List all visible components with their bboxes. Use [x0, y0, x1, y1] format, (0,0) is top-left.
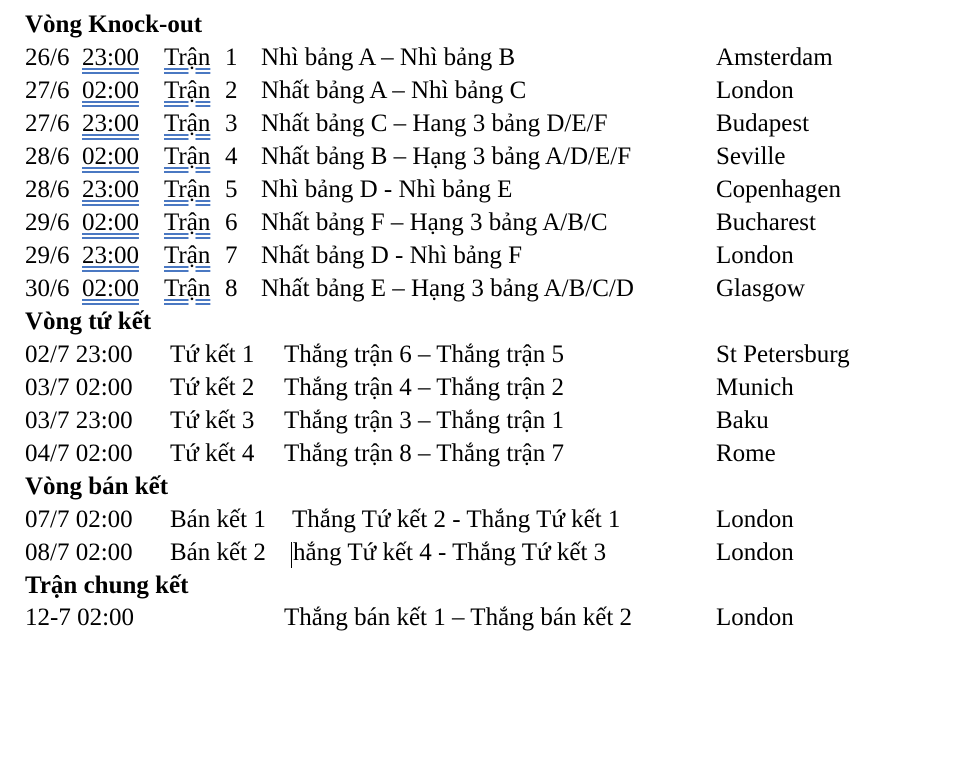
match-time: 02:00 [82, 77, 139, 104]
match-teams: Nhất bảng B – Hạng 3 bảng A/D/E/F [261, 143, 632, 170]
match-datetime: 08/7 02:00 [25, 539, 133, 566]
match-time: 23:00 [82, 242, 139, 269]
match-venue: London [716, 77, 794, 104]
match-venue: Budapest [716, 110, 810, 137]
section-heading-final: Trận chung kết [25, 572, 189, 599]
match-datetime: 03/7 23:00 [25, 407, 133, 434]
match-teams: Nhất bảng C – Hang 3 bảng D/E/F [261, 110, 608, 137]
match-teams: Thắng Tứ kết 2 - Thắng Tứ kết 1 [292, 506, 621, 533]
table-row [25, 503, 965, 536]
table-row [25, 74, 965, 107]
match-venue: London [716, 539, 794, 566]
text-cursor [291, 542, 292, 568]
match-date: 29/6 [25, 242, 70, 269]
match-time: 02:00 [82, 275, 139, 302]
match-number: 4 [225, 143, 238, 170]
match-venue: London [716, 242, 794, 269]
match-round: Bán kết 2 [170, 539, 266, 566]
match-teams: Thắng trận 6 – Thắng trận 5 [284, 341, 565, 368]
match-time: 02:00 [82, 209, 139, 236]
match-number: 8 [225, 275, 238, 302]
match-teams: Nhất bảng E – Hạng 3 bảng A/B/C/D [261, 275, 634, 302]
match-teams: Thắng bán kết 1 – Thắng bán kết 2 [284, 604, 633, 631]
match-venue: St Petersburg [716, 341, 850, 368]
match-label: Trận [164, 77, 211, 104]
match-date: 27/6 [25, 110, 70, 137]
match-datetime: 04/7 02:00 [25, 440, 133, 467]
section-heading-quarter: Vòng tứ kết [25, 308, 152, 335]
match-number: 7 [225, 242, 238, 269]
table-row [25, 206, 965, 239]
match-round: Bán kết 1 [170, 506, 266, 533]
match-teams: Nhất bảng D - Nhì bảng F [261, 242, 523, 269]
match-round: Tứ kết 4 [170, 440, 255, 467]
match-datetime: 07/7 02:00 [25, 506, 133, 533]
match-venue: London [716, 506, 794, 533]
match-date: 30/6 [25, 275, 70, 302]
table-row [25, 338, 965, 371]
match-teams: Thắng trận 3 – Thắng trận 1 [284, 407, 565, 434]
match-teams: Nhì bảng A – Nhì bảng B [261, 44, 516, 71]
match-label: Trận [164, 176, 211, 203]
match-label: Trận [164, 143, 211, 170]
match-venue: Copenhagen [716, 176, 841, 203]
match-teams: Nhất bảng F – Hạng 3 bảng A/B/C [261, 209, 608, 236]
match-number: 1 [225, 44, 238, 71]
table-row [25, 437, 965, 470]
table-row [25, 371, 965, 404]
match-date: 27/6 [25, 77, 70, 104]
match-venue: Rome [716, 440, 776, 467]
table-row [25, 173, 965, 206]
table-row [25, 140, 965, 173]
section-heading-semi: Vòng bán kết [25, 473, 169, 500]
document-page [25, 8, 965, 634]
match-datetime: 12-7 02:00 [25, 604, 135, 631]
match-date: 28/6 [25, 143, 70, 170]
match-label: Trận [164, 209, 211, 236]
match-venue: Amsterdam [716, 44, 833, 71]
match-date: 26/6 [25, 44, 70, 71]
match-teams: Thắng trận 4 – Thắng trận 2 [284, 374, 565, 401]
match-datetime: 02/7 23:00 [25, 341, 133, 368]
match-teams: Thắng trận 8 – Thắng trận 7 [284, 440, 565, 467]
table-row [25, 41, 965, 74]
table-row [25, 239, 965, 272]
match-teams: Nhất bảng A – Nhì bảng C [261, 77, 527, 104]
match-time: 23:00 [82, 176, 139, 203]
match-label: Trận [164, 275, 211, 302]
match-number: 3 [225, 110, 238, 137]
match-date: 28/6 [25, 176, 70, 203]
section-heading-knockout: Vòng Knock-out [25, 11, 203, 38]
table-row [25, 536, 965, 569]
match-time: 02:00 [82, 143, 139, 170]
match-label: Trận [164, 242, 211, 269]
match-number: 2 [225, 77, 238, 104]
table-row [25, 601, 965, 634]
match-round: Tứ kết 1 [170, 341, 255, 368]
match-venue: Seville [716, 143, 786, 170]
match-time: 23:00 [82, 110, 139, 137]
table-row [25, 404, 965, 437]
match-venue: Munich [716, 374, 794, 401]
table-row [25, 272, 965, 305]
match-date: 29/6 [25, 209, 70, 236]
match-number: 6 [225, 209, 238, 236]
match-round: Tứ kết 3 [170, 407, 255, 434]
match-time: 23:00 [82, 44, 139, 71]
table-row [25, 107, 965, 140]
match-venue: Baku [716, 407, 769, 434]
match-venue: London [716, 604, 794, 631]
match-teams: hắng Tứ kết 4 - Thắng Tứ kết 3 [293, 539, 607, 566]
match-teams: Nhì bảng D - Nhì bảng E [261, 176, 513, 203]
match-label: Trận [164, 110, 211, 137]
match-number: 5 [225, 176, 238, 203]
match-round: Tứ kết 2 [170, 374, 255, 401]
match-venue: Glasgow [716, 275, 805, 302]
match-datetime: 03/7 02:00 [25, 374, 133, 401]
match-venue: Bucharest [716, 209, 816, 236]
match-label: Trận [164, 44, 211, 71]
